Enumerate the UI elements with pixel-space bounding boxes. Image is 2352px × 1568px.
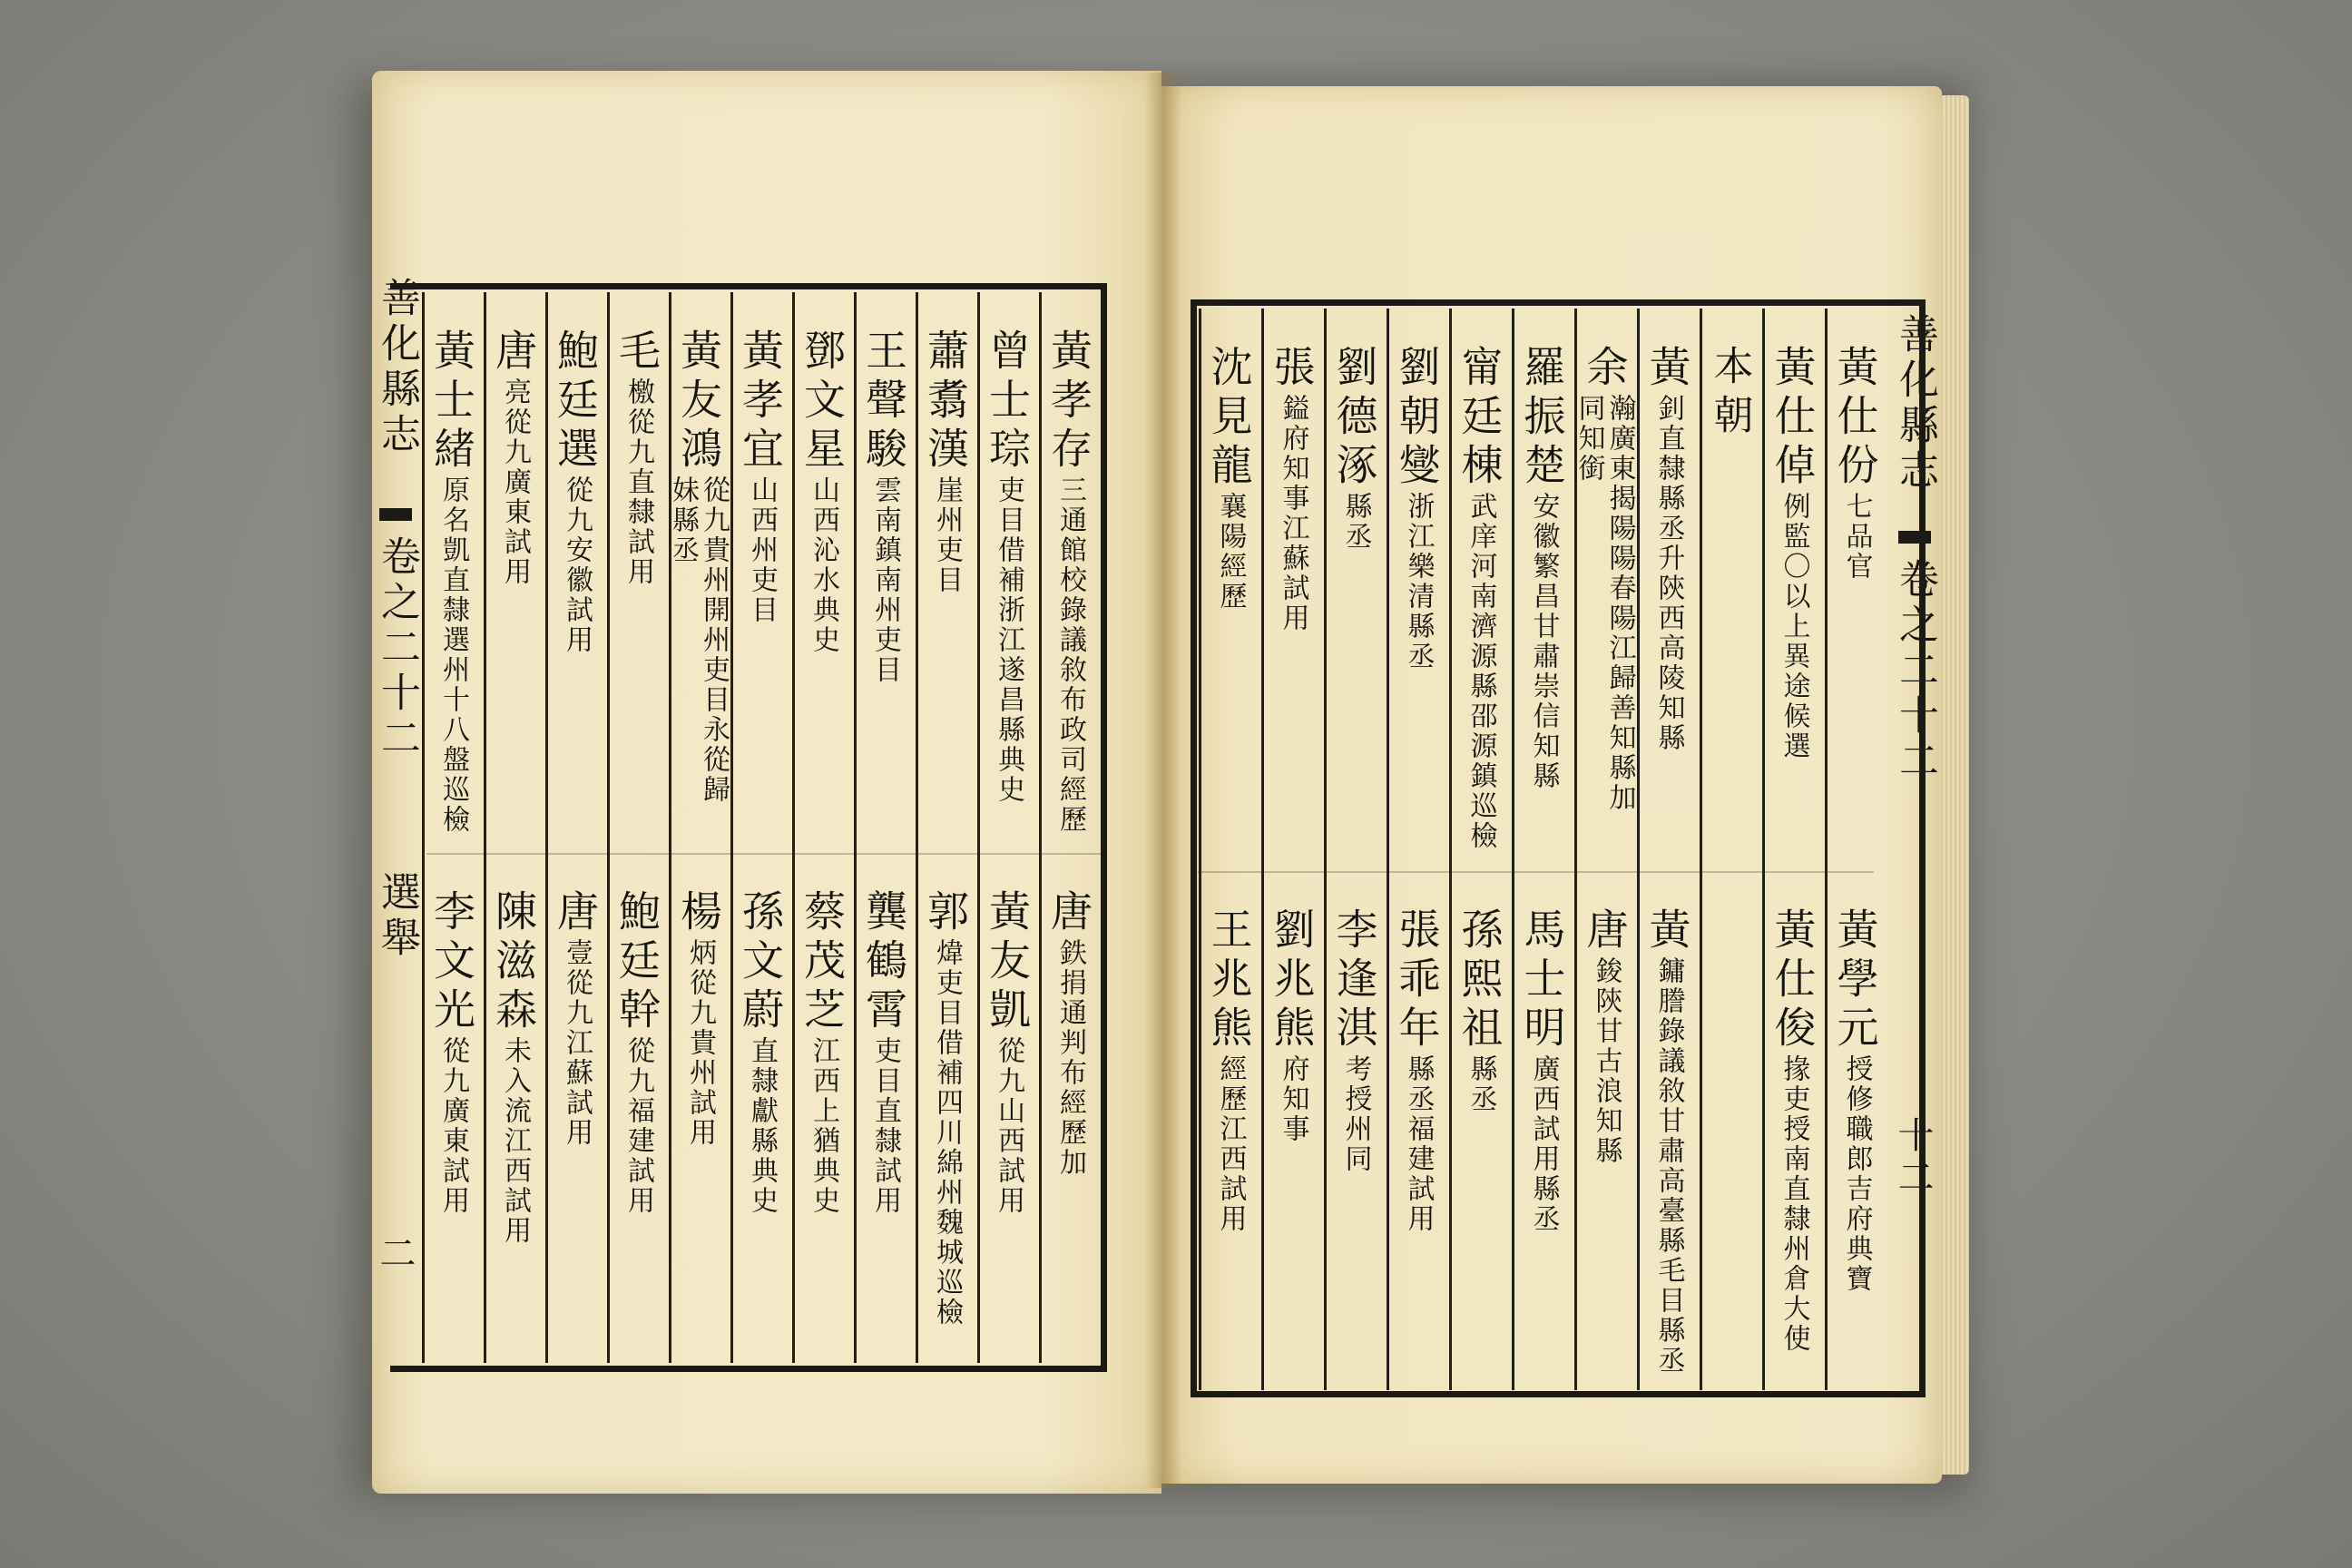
entry-note: 雲南鎮南州吏目 (869, 475, 901, 685)
entry-note: 吏目借補浙江遂昌縣典史 (993, 475, 1024, 805)
entry-note: 檄從九直隸試用 (622, 377, 654, 587)
entry-name: 劉朝燮 (1392, 345, 1442, 492)
column-rule (730, 292, 733, 1363)
entry-name: 黃學元 (1830, 907, 1880, 1054)
entry-name: 曾士琮 (983, 328, 1032, 475)
column-rule (545, 292, 548, 1363)
page-edges (1942, 95, 1969, 1475)
entry-name: 張 (1267, 345, 1317, 394)
column-rule (1449, 309, 1452, 1390)
entry-note: 七品官 (1840, 492, 1873, 582)
entry-name: 劉兆熊 (1267, 907, 1317, 1054)
column-rule (916, 292, 918, 1363)
book-gutter (1145, 73, 1181, 1488)
entry-name: 唐 (551, 889, 600, 938)
entry-name: 毛 (612, 328, 662, 377)
entry-name: 黃士緒 (427, 328, 476, 475)
entry-name: 黃仕倬 (1768, 345, 1818, 492)
left-margin-folio: 二 (374, 1234, 416, 1276)
entry-name: 沈見龍 (1204, 345, 1254, 492)
entry-note: 山西沁水典史 (808, 475, 839, 655)
entry-name: 龔鶴霄 (859, 889, 908, 1036)
entry-note: 經歷江西試用 (1214, 1054, 1247, 1234)
entry-note: 鏞謄錄議敘甘肅高臺縣毛目縣丞 (1652, 956, 1685, 1376)
column-rule (1825, 309, 1828, 1390)
entry-note: 浙江樂清縣丞 (1402, 492, 1435, 671)
right-margin-folio: 十二 (1892, 1116, 1934, 1200)
entry-name: 鮑廷幹 (612, 889, 662, 1036)
entry-name: 黃孝存 (1044, 328, 1093, 475)
entry-note: 縣丞 (1465, 1054, 1497, 1114)
right-margin-volume: 卷之二十二 (1892, 558, 1938, 785)
entry-name: 李文光 (427, 889, 476, 1036)
column-rule (1762, 309, 1765, 1390)
entry-name: 鄧文星 (798, 328, 847, 475)
entry-name: 李逢淇 (1329, 907, 1379, 1054)
column-rule (1199, 309, 1201, 1390)
right-margin-title: 善化縣志 (1892, 313, 1938, 495)
column-rule (1387, 309, 1389, 1390)
right-middle-rule (1198, 871, 1874, 873)
entry-note: 縣丞 (1339, 492, 1372, 552)
entry-name: 劉德涿 (1329, 345, 1379, 492)
column-rule (1637, 309, 1640, 1390)
entry-name: 王聲駿 (859, 328, 908, 475)
entry-note: 從九福建試用 (622, 1036, 654, 1216)
entry-name: 張乖年 (1392, 907, 1442, 1054)
entry-note: 釗直隸縣丞升陝西高陵知縣 (1652, 394, 1685, 753)
entry-note: 鋑陝甘古浪知縣 (1590, 956, 1622, 1166)
entry-name: 黃友鴻 (674, 328, 723, 475)
entry-note: 武庠河南濟源縣邵源鎮巡檢 (1465, 492, 1497, 851)
entry-name: 唐 (1044, 889, 1093, 938)
entry-note: 煒吏目借補四川綿州魏城巡檢 (931, 938, 963, 1328)
entry-note: 直隸獻縣典史 (746, 1036, 778, 1216)
entry-note: 崖州吏目 (931, 475, 963, 595)
entry-note: 吏目直隸試用 (869, 1036, 901, 1216)
column-rule (484, 292, 486, 1363)
left-margin-volume: 卷之二十二 (374, 535, 420, 762)
entry-note: 廣西試用縣丞 (1527, 1054, 1560, 1234)
left-middle-rule (426, 853, 1102, 855)
entry-name: 鮑廷選 (551, 328, 600, 475)
column-rule (1324, 309, 1327, 1390)
entry-name: 馬士明 (1517, 907, 1567, 1054)
entry-note: 襄陽經歷 (1214, 492, 1247, 612)
entry-name: 王兆熊 (1204, 907, 1254, 1054)
entry-note: 瀚廣東揭陽陽春陽江歸善知縣加同知銜 (1573, 394, 1636, 813)
entry-note: 山西州吏目 (746, 475, 778, 625)
entry-name: 蕭翥漢 (921, 328, 970, 475)
entry-note: 府知事 (1277, 1054, 1309, 1144)
left-margin-section: 選舉 (374, 871, 420, 962)
entry-name: 蔡茂芝 (798, 889, 847, 1036)
entry-name: 余 (1580, 345, 1630, 394)
left-margin-title: 善化縣志 (374, 277, 420, 458)
entry-note: 安徽繁昌甘肅崇信知縣 (1527, 492, 1560, 791)
column-rule (607, 292, 610, 1363)
entry-name: 唐 (489, 328, 538, 377)
column-rule (977, 292, 980, 1363)
entry-name: 黃友凱 (983, 889, 1032, 1036)
entry-note: 從九安徽試用 (561, 475, 593, 655)
entry-note: 江西上猶典史 (808, 1036, 839, 1216)
entry-note: 未入流江西試用 (499, 1036, 531, 1246)
entry-name: 孫熙祖 (1455, 907, 1504, 1054)
column-rule (1700, 309, 1702, 1390)
entry-name: 陳滋森 (489, 889, 538, 1036)
entry-name: 本朝 (1706, 345, 1753, 443)
entry-note: 鎰府知事江蘇試用 (1277, 394, 1309, 633)
entry-note: 掾吏授南直隸州倉大使 (1778, 1054, 1810, 1354)
entry-note: 鉄捐通判布經歷加 (1054, 938, 1086, 1178)
entry-name: 甯廷棟 (1455, 345, 1504, 492)
column-rule (792, 292, 795, 1363)
entry-note: 授修職郎吉府典寶 (1840, 1054, 1873, 1294)
entry-name: 唐 (1580, 907, 1630, 956)
entry-name: 黃仕俊 (1768, 907, 1818, 1054)
entry-name: 羅振楚 (1517, 345, 1567, 492)
entry-note: 炳從九貴州試用 (684, 938, 716, 1148)
entry-note: 考授州同 (1339, 1054, 1372, 1174)
entry-name: 楊 (674, 889, 723, 938)
entry-name: 黃 (1642, 345, 1692, 394)
entry-name: 黃 (1642, 907, 1692, 956)
entry-note: 從九山西試用 (993, 1036, 1024, 1216)
column-rule (1039, 292, 1042, 1363)
entry-name: 孫文蔚 (736, 889, 785, 1036)
entry-note: 亮從九廣東試用 (499, 377, 531, 587)
entry-note: 三通館校錄議敘布政司經歷 (1054, 475, 1086, 835)
column-rule (1512, 309, 1514, 1390)
column-rule (1261, 309, 1264, 1390)
entry-note: 壹從九江蘇試用 (561, 938, 593, 1148)
entry-note: 原名凱直隸選州十八盤巡檢 (437, 475, 469, 835)
column-rule (854, 292, 857, 1363)
entry-note: 從九貴州開州吏目永從歸妹縣丞 (667, 475, 730, 805)
column-rule (669, 292, 671, 1363)
entry-note: 縣丞福建試用 (1402, 1054, 1435, 1234)
entry-note: 從九廣東試用 (437, 1036, 469, 1216)
entry-name: 郭 (921, 889, 970, 938)
entry-name: 黃仕份 (1830, 345, 1880, 492)
entry-note: 例監〇以上異途候選 (1778, 492, 1810, 761)
entry-name: 黃孝宜 (736, 328, 785, 475)
column-rule (422, 292, 425, 1363)
